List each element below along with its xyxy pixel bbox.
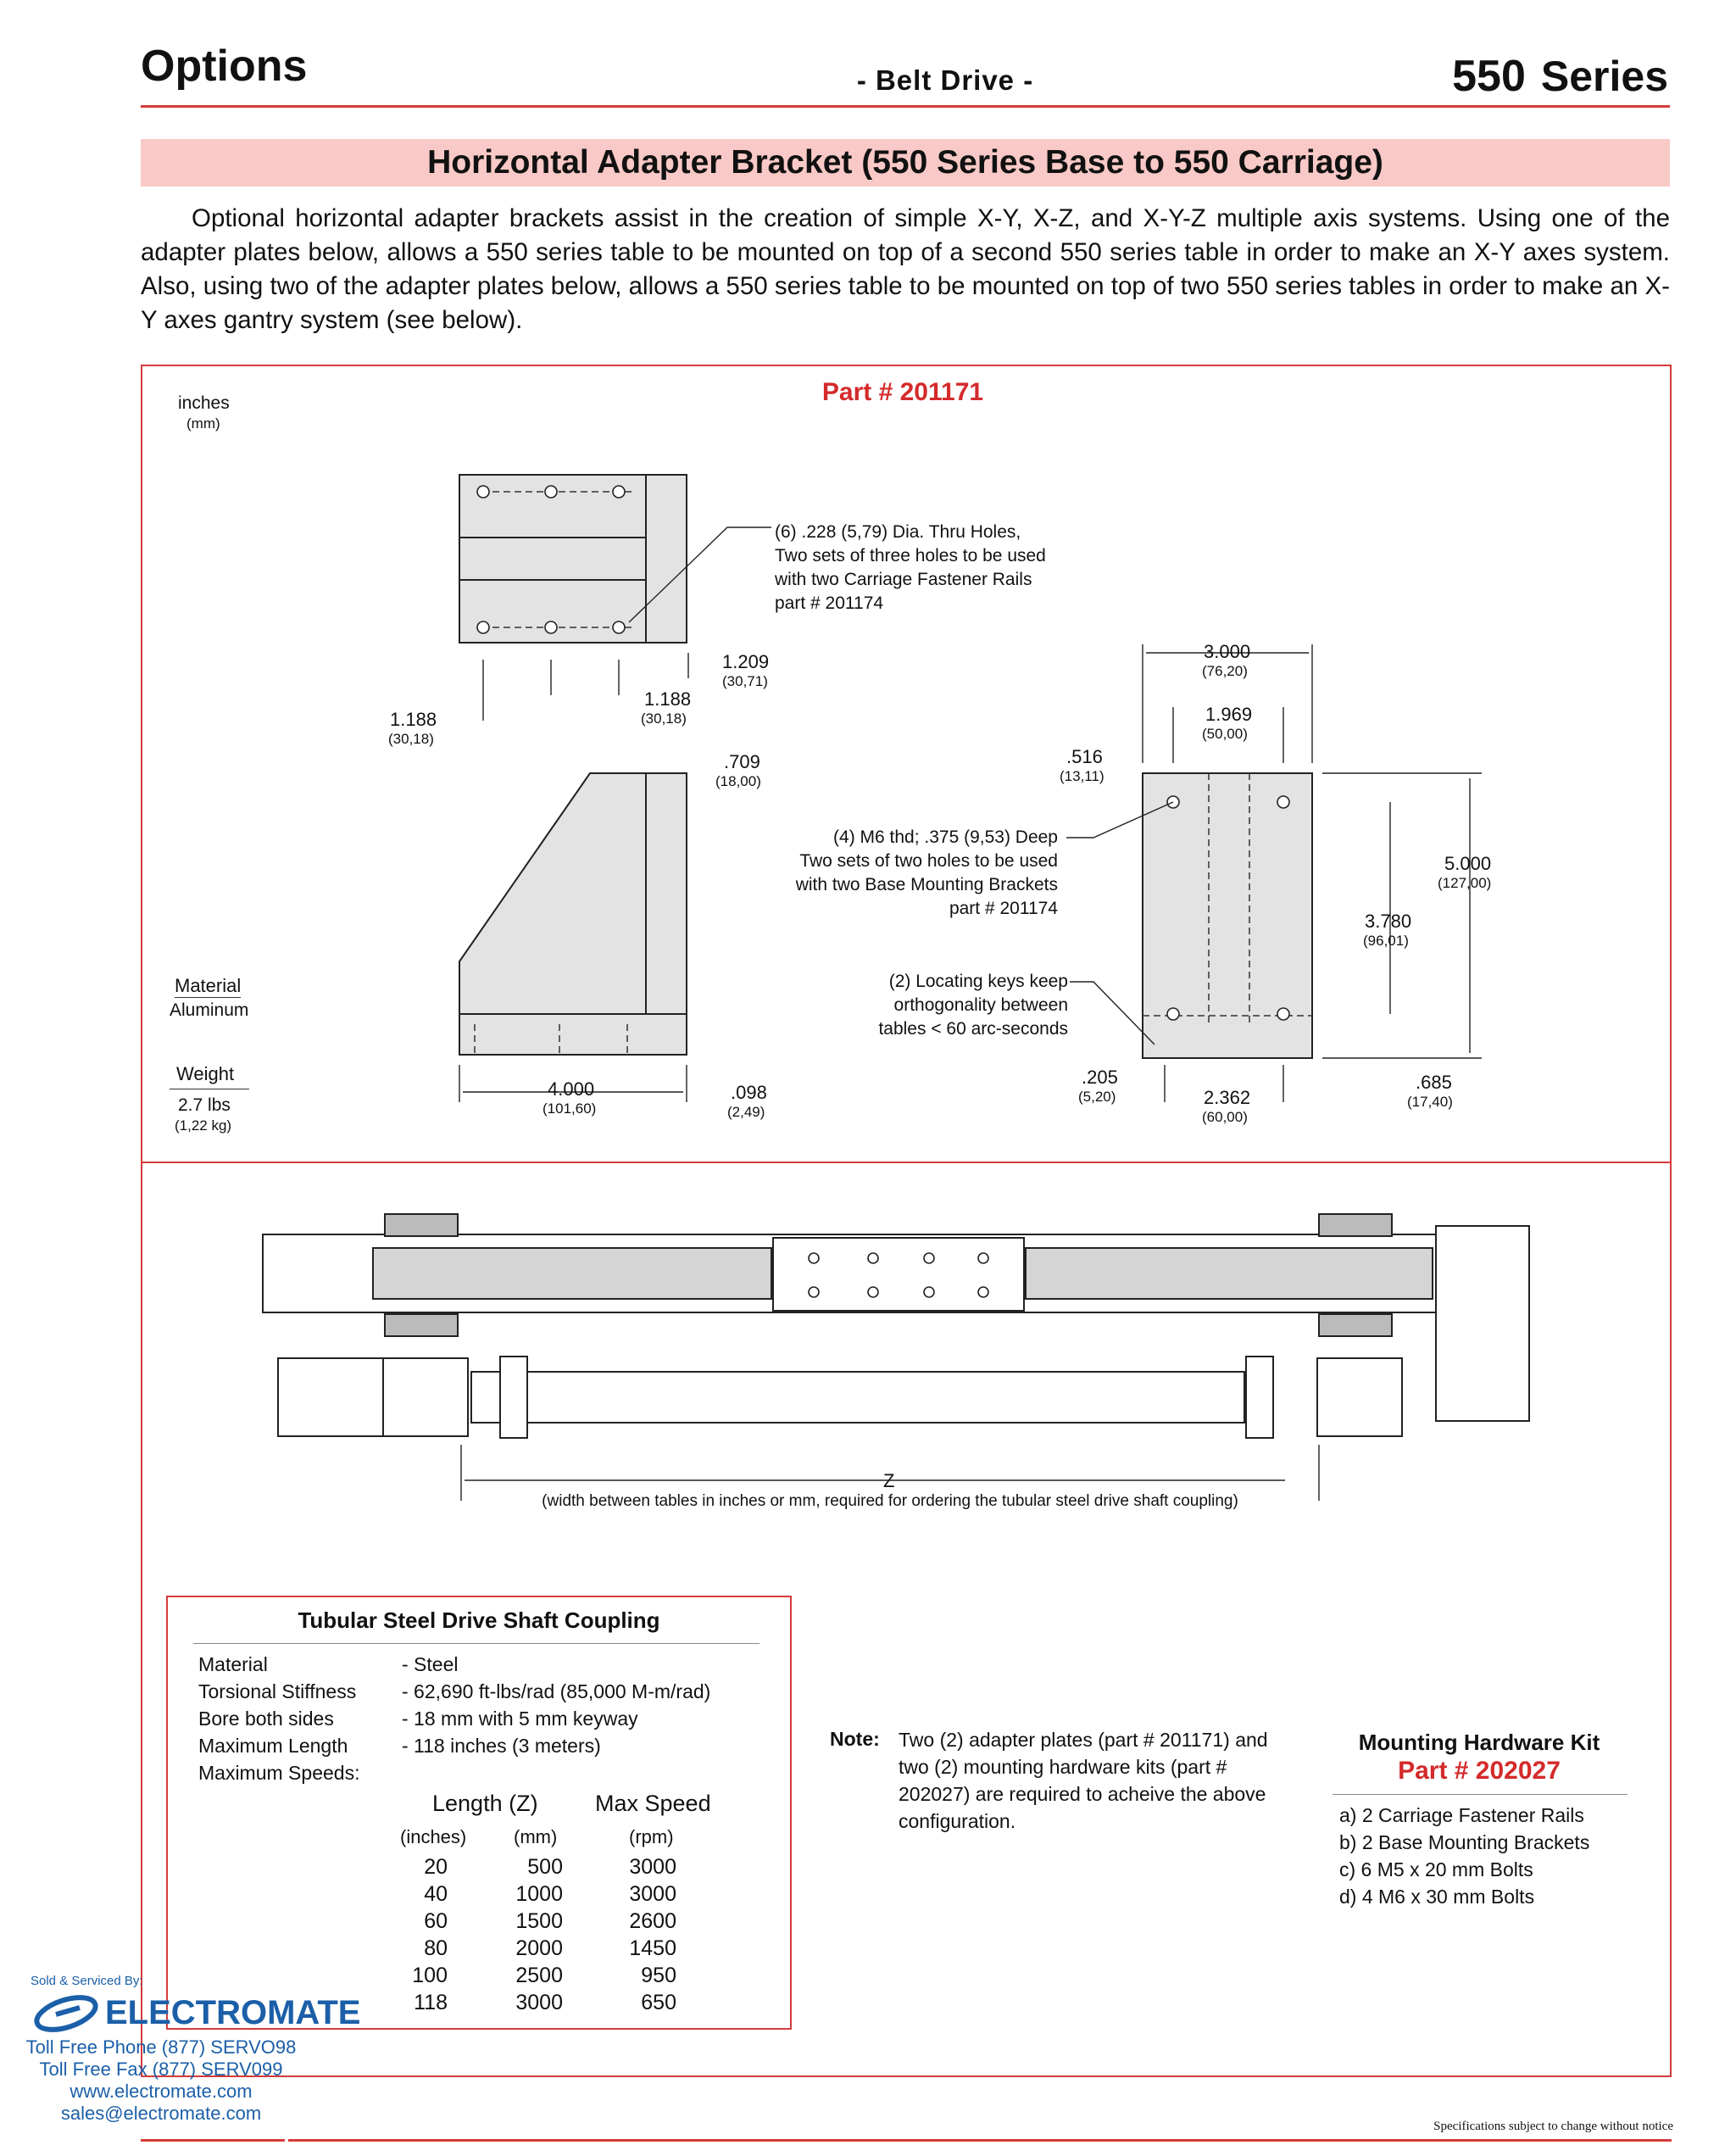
cell-rpm: 1450 xyxy=(629,1936,676,1960)
side-view-bracket xyxy=(459,773,687,1055)
intro-paragraph: Optional horizontal adapter brackets assist in the creation of simple X-Y, X-Z, and X-Y-Z multiple axis systems. Using one of the adapter plates below, allows a 550 series table to be mounted on top of a second 550 series table in order to make an X-Y axes system. Also, using two of the adapter plates below, allows a 550 series table to be mounted on top of two 550 series tables in order to make an X-Y axes gantry system (see below). xyxy=(141,204,1670,334)
dim-5000-mm: (127,00) xyxy=(1438,875,1492,891)
kit-item: a) 2 Carriage Fastener Rails xyxy=(1339,1804,1584,1826)
page-subtitle: - Belt Drive - xyxy=(856,64,1034,96)
dim-1188b-mm: (30,18) xyxy=(641,710,687,727)
dim-3780: 3.780 xyxy=(1365,911,1412,932)
dim-3780-mm: (96,01) xyxy=(1363,933,1409,949)
callout-locating-keys: (2) Locating keys keep orthogonality between tables < 60 arc-seconds xyxy=(878,972,1068,1039)
cell-in: 100 xyxy=(412,1964,448,1987)
weight-metric: (1,22 kg) xyxy=(175,1117,232,1134)
cell-rpm: 3000 xyxy=(629,1882,676,1906)
cell-mm: 3000 xyxy=(515,1991,563,2014)
coupling-row-label: Material xyxy=(198,1653,268,1675)
dim-685-mm: (17,40) xyxy=(1407,1094,1453,1110)
sold-by-label: Sold & Serviced By: xyxy=(31,1974,143,1988)
cell-in: 118 xyxy=(414,1991,448,2014)
dim-516: .516 xyxy=(1066,746,1103,767)
footer-rule xyxy=(288,2139,1672,2142)
fax-link[interactable]: Toll Free Fax (877) SERV099 xyxy=(39,2059,283,2080)
cell-rpm: 650 xyxy=(641,1991,676,2014)
cell-in: 60 xyxy=(424,1909,448,1933)
coupling-row-label: Bore both sides xyxy=(198,1708,334,1730)
kit-title: Mounting Hardware Kit xyxy=(1358,1730,1600,1755)
dim-516-mm: (13,11) xyxy=(1060,768,1104,784)
dim-2362-mm: (60,00) xyxy=(1202,1109,1248,1125)
dim-1969: 1.969 xyxy=(1205,704,1253,725)
drive-shaft xyxy=(471,1372,1244,1423)
dim-205: .205 xyxy=(1082,1067,1118,1088)
sub-mm: (mm) xyxy=(514,1826,558,1847)
units-inches: inches xyxy=(178,393,230,413)
cell-mm: 1500 xyxy=(515,1909,563,1933)
series-word: Series xyxy=(1540,53,1668,100)
carriage xyxy=(773,1238,1024,1311)
motor-right xyxy=(1436,1226,1529,1421)
section-banner: Horizontal Adapter Bracket (550 Series Base to 550 Carriage) xyxy=(141,139,1670,187)
cell-in: 80 xyxy=(424,1936,448,1960)
series-number: 550 xyxy=(1452,52,1526,101)
footer-rule-left xyxy=(141,2139,285,2142)
dim-2362: 2.362 xyxy=(1204,1087,1251,1108)
website-link[interactable]: www.electromate.com xyxy=(70,2081,253,2102)
cell-mm: 500 xyxy=(527,1855,563,1879)
material-value: Aluminum xyxy=(170,1000,249,1020)
email-link[interactable]: sales@electromate.com xyxy=(60,2103,262,2124)
cell-rpm: 950 xyxy=(641,1964,676,1987)
z-label: Z xyxy=(883,1470,895,1491)
weight-value: 2.7 lbs xyxy=(178,1095,231,1115)
phone-link[interactable]: Toll Free Phone (877) SERVO98 xyxy=(25,2036,297,2058)
z-caption: (width between tables in inches or mm, required for ordering the tubular steel drive shaft coupling) xyxy=(542,1492,1238,1510)
dim-3000-mm: (76,20) xyxy=(1202,663,1248,679)
coupling-row-label: Maximum Speeds: xyxy=(198,1762,360,1784)
cell-in: 40 xyxy=(424,1882,448,1906)
dim-685: .685 xyxy=(1416,1072,1452,1093)
belt-left xyxy=(373,1248,771,1299)
callout-thru-holes: (6) .228 (5,79) Dia. Thru Holes, Two sets of three holes to be used with two Carriage Fastener Rails part # 201174 xyxy=(775,522,1046,613)
dim-4000: 4.000 xyxy=(548,1078,595,1100)
kit-rule xyxy=(1333,1794,1628,1795)
cell-mm: 2500 xyxy=(515,1964,563,1987)
dim-4000-mm: (101,60) xyxy=(542,1100,597,1117)
coupling-row-value: - 62,690 ft-lbs/rad (85,000 M-m/rad) xyxy=(402,1680,711,1702)
weight-label: Weight xyxy=(176,1063,235,1084)
coupling-row-value: - Steel xyxy=(402,1653,459,1675)
col-length: Length (Z) xyxy=(432,1791,538,1816)
dim-1969-mm: (50,00) xyxy=(1202,726,1248,742)
top-view-plate xyxy=(459,475,687,643)
page-section-title: Options xyxy=(141,42,308,91)
kit-item: c) 6 M5 x 20 mm Bolts xyxy=(1339,1858,1533,1880)
motor-left xyxy=(278,1358,383,1436)
cell-mm: 1000 xyxy=(515,1882,563,1906)
dim-1209-mm: (30,71) xyxy=(722,673,768,689)
dim-3000: 3.000 xyxy=(1204,641,1251,662)
part-number-title: Part # 201171 xyxy=(821,378,984,406)
note-text: Two (2) adapter plates (part # 201171) and two (2) mounting hardware kits (part # 202027) are required to acheive the above configuration. xyxy=(899,1729,1268,1832)
sub-inches: (inches) xyxy=(400,1826,467,1847)
coupling-rule xyxy=(193,1643,760,1644)
note-label: Note: xyxy=(830,1728,880,1750)
dim-205-mm: (5,20) xyxy=(1078,1089,1116,1105)
kit-part-number: Part # 202027 xyxy=(1398,1757,1561,1785)
units-mm: (mm) xyxy=(186,415,220,432)
kit-item: b) 2 Base Mounting Brackets xyxy=(1339,1831,1590,1853)
coupling-row-value: - 118 inches (3 meters) xyxy=(402,1735,601,1757)
dim-709-mm: (18,00) xyxy=(715,773,761,789)
spec-disclaimer: Specifications subject to change without notice xyxy=(1433,2120,1673,2133)
sub-rpm: (rpm) xyxy=(629,1826,674,1847)
dim-1188b: 1.188 xyxy=(644,688,692,710)
dim-1209: 1.209 xyxy=(722,651,770,672)
brand-name: ELECTROMATE xyxy=(105,1994,361,2031)
belt-right xyxy=(1026,1248,1433,1299)
cell-rpm: 3000 xyxy=(629,1855,676,1879)
dim-1188a-mm: (30,18) xyxy=(388,731,434,747)
dim-098: .098 xyxy=(731,1082,767,1103)
dim-709: .709 xyxy=(724,751,760,772)
cell-rpm: 2600 xyxy=(629,1909,676,1933)
dim-5000: 5.000 xyxy=(1444,853,1492,874)
material-label: Material xyxy=(175,975,242,996)
cell-mm: 2000 xyxy=(515,1936,563,1960)
dim-098-mm: (2,49) xyxy=(727,1104,765,1120)
dim-1188a: 1.188 xyxy=(390,709,437,730)
coupling-row-value: - 18 mm with 5 mm keyway xyxy=(402,1708,638,1730)
coupling-row-label: Maximum Length xyxy=(198,1735,348,1757)
callout-m6: (4) M6 thd; .375 (9,53) Deep Two sets of two holes to be used with two Base Mounting Brackets part # 201174 xyxy=(795,827,1058,918)
cell-in: 20 xyxy=(424,1855,448,1879)
coupling-title: Tubular Steel Drive Shaft Coupling xyxy=(298,1607,660,1633)
coupling-spec-box xyxy=(166,1596,792,2030)
electromate-logo-icon xyxy=(31,1994,102,2033)
kit-item: d) 4 M6 x 30 mm Bolts xyxy=(1339,1886,1535,1908)
coupling-row-label: Torsional Stiffness xyxy=(198,1680,357,1702)
col-speed: Max Speed xyxy=(595,1791,711,1816)
